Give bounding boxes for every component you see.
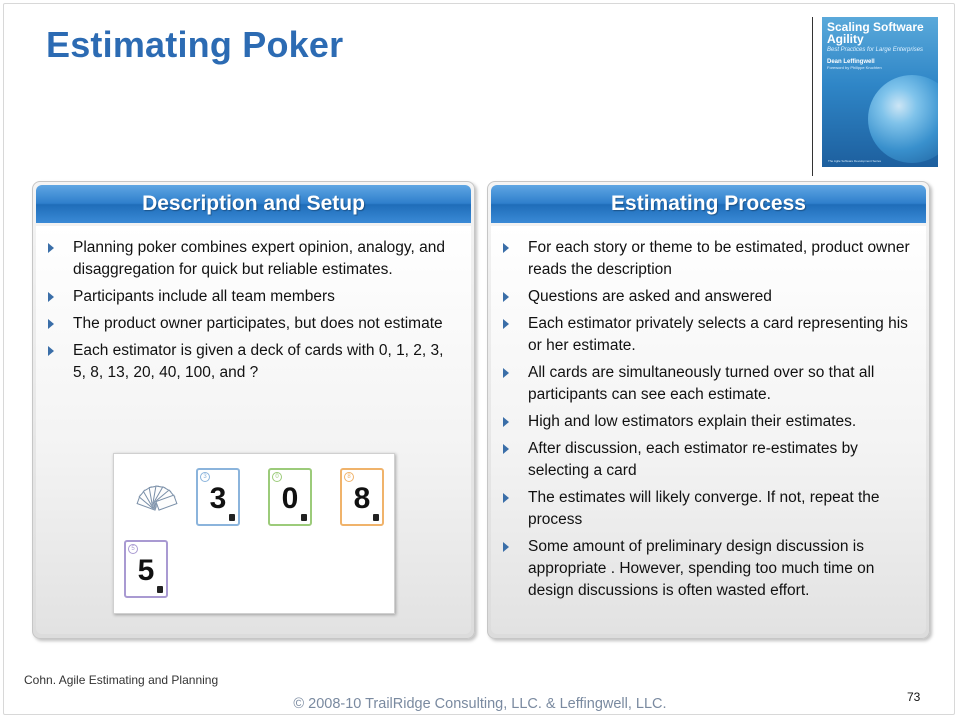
list-item bbox=[528, 313, 921, 357]
card-mini-icon bbox=[301, 514, 307, 521]
triangle-bullet-icon bbox=[503, 243, 509, 253]
card-corner-label: 5 bbox=[128, 544, 138, 554]
triangle-bullet-icon bbox=[503, 319, 509, 329]
panel-header-description: Description and Setup bbox=[36, 185, 471, 223]
book-foreword: Foreword by Philippe Kruchten bbox=[827, 65, 882, 70]
panel-header-process: Estimating Process bbox=[491, 185, 926, 223]
card-value: 3 bbox=[209, 482, 227, 515]
triangle-bullet-icon bbox=[503, 292, 509, 302]
poker-card bbox=[124, 540, 168, 598]
bullet-text: After discussion, each estimator re-estimates by selecting a card bbox=[528, 440, 858, 479]
book-author: Dean Leffingwell bbox=[827, 59, 875, 65]
bullet-text: All cards are simultaneously turned over so that all participants can see each estimate. bbox=[528, 364, 875, 403]
process-bullet-list bbox=[528, 237, 921, 607]
triangle-bullet-icon bbox=[48, 346, 54, 356]
poker-card bbox=[340, 468, 384, 526]
triangle-bullet-icon bbox=[48, 319, 54, 329]
card-mini-icon bbox=[157, 586, 163, 593]
bullet-text: Each estimator is given a deck of cards with 0, 1, 2, 3, 5, 8, 13, 20, 40, 100, and ? bbox=[73, 342, 444, 381]
card-value: 5 bbox=[137, 554, 155, 587]
card-corner-label: 3 bbox=[200, 472, 210, 482]
copyright-notice: © 2008-10 TrailRidge Consulting, LLC. & Leffingwell, LLC. bbox=[293, 696, 667, 712]
book-cover-image bbox=[822, 17, 938, 167]
list-item bbox=[528, 237, 921, 281]
triangle-bullet-icon bbox=[503, 444, 509, 454]
triangle-bullet-icon bbox=[503, 542, 509, 552]
list-item bbox=[528, 411, 921, 433]
list-item bbox=[528, 286, 921, 308]
page-title: Estimating Poker bbox=[46, 24, 344, 65]
poker-card bbox=[196, 468, 240, 526]
card-corner-label: 8 bbox=[344, 472, 354, 482]
description-setup-panel bbox=[32, 181, 475, 639]
card-value: 8 bbox=[353, 482, 371, 515]
bullet-text: High and low estimators explain their estimates. bbox=[528, 413, 857, 430]
poker-card bbox=[268, 468, 312, 526]
list-item bbox=[73, 237, 458, 281]
triangle-bullet-icon bbox=[503, 493, 509, 503]
list-item bbox=[528, 536, 921, 602]
bullet-text: The product owner participates, but does not estimate bbox=[73, 315, 443, 332]
book-title: Scaling Software Agility bbox=[827, 20, 924, 46]
poker-cards-image bbox=[113, 453, 395, 614]
card-value: 0 bbox=[281, 482, 299, 515]
book-series: The Agile Software Development Series bbox=[828, 159, 882, 163]
card-corner-label: 0 bbox=[272, 472, 282, 482]
card-mini-icon bbox=[229, 514, 235, 521]
title-divider bbox=[812, 17, 813, 176]
bullet-text: Planning poker combines expert opinion, analogy, and disaggregation for quick but reliable estimates. bbox=[73, 239, 445, 278]
list-item bbox=[73, 286, 458, 308]
card-deck-fan-icon bbox=[126, 476, 186, 506]
card-mini-icon bbox=[373, 514, 379, 521]
list-item bbox=[528, 438, 921, 482]
triangle-bullet-icon bbox=[48, 292, 54, 302]
page-number: 73 bbox=[907, 690, 921, 704]
list-item bbox=[528, 362, 921, 406]
triangle-bullet-icon bbox=[503, 417, 509, 427]
bullet-text: The estimates will likely converge. If not, repeat the process bbox=[528, 489, 880, 528]
source-footnote: Cohn. Agile Estimating and Planning bbox=[24, 673, 219, 687]
bullet-text: For each story or theme to be estimated, product owner reads the description bbox=[528, 239, 910, 278]
triangle-bullet-icon bbox=[48, 243, 54, 253]
bullet-text: Participants include all team members bbox=[73, 288, 335, 305]
description-bullet-list bbox=[73, 237, 458, 389]
book-subtitle: Best Practices for Large Enterprises bbox=[827, 47, 924, 53]
bullet-text: Each estimator privately selects a card representing his or her estimate. bbox=[528, 315, 908, 354]
list-item bbox=[528, 487, 921, 531]
bullet-text: Some amount of preliminary design discussion is appropriate . However, spending too much time on design discussions is often wasted effort. bbox=[528, 538, 875, 599]
list-item bbox=[73, 313, 458, 335]
globe-graphic bbox=[868, 75, 938, 163]
triangle-bullet-icon bbox=[503, 368, 509, 378]
estimating-process-panel bbox=[487, 181, 930, 639]
list-item bbox=[73, 340, 458, 384]
bullet-text: Questions are asked and answered bbox=[528, 288, 772, 305]
